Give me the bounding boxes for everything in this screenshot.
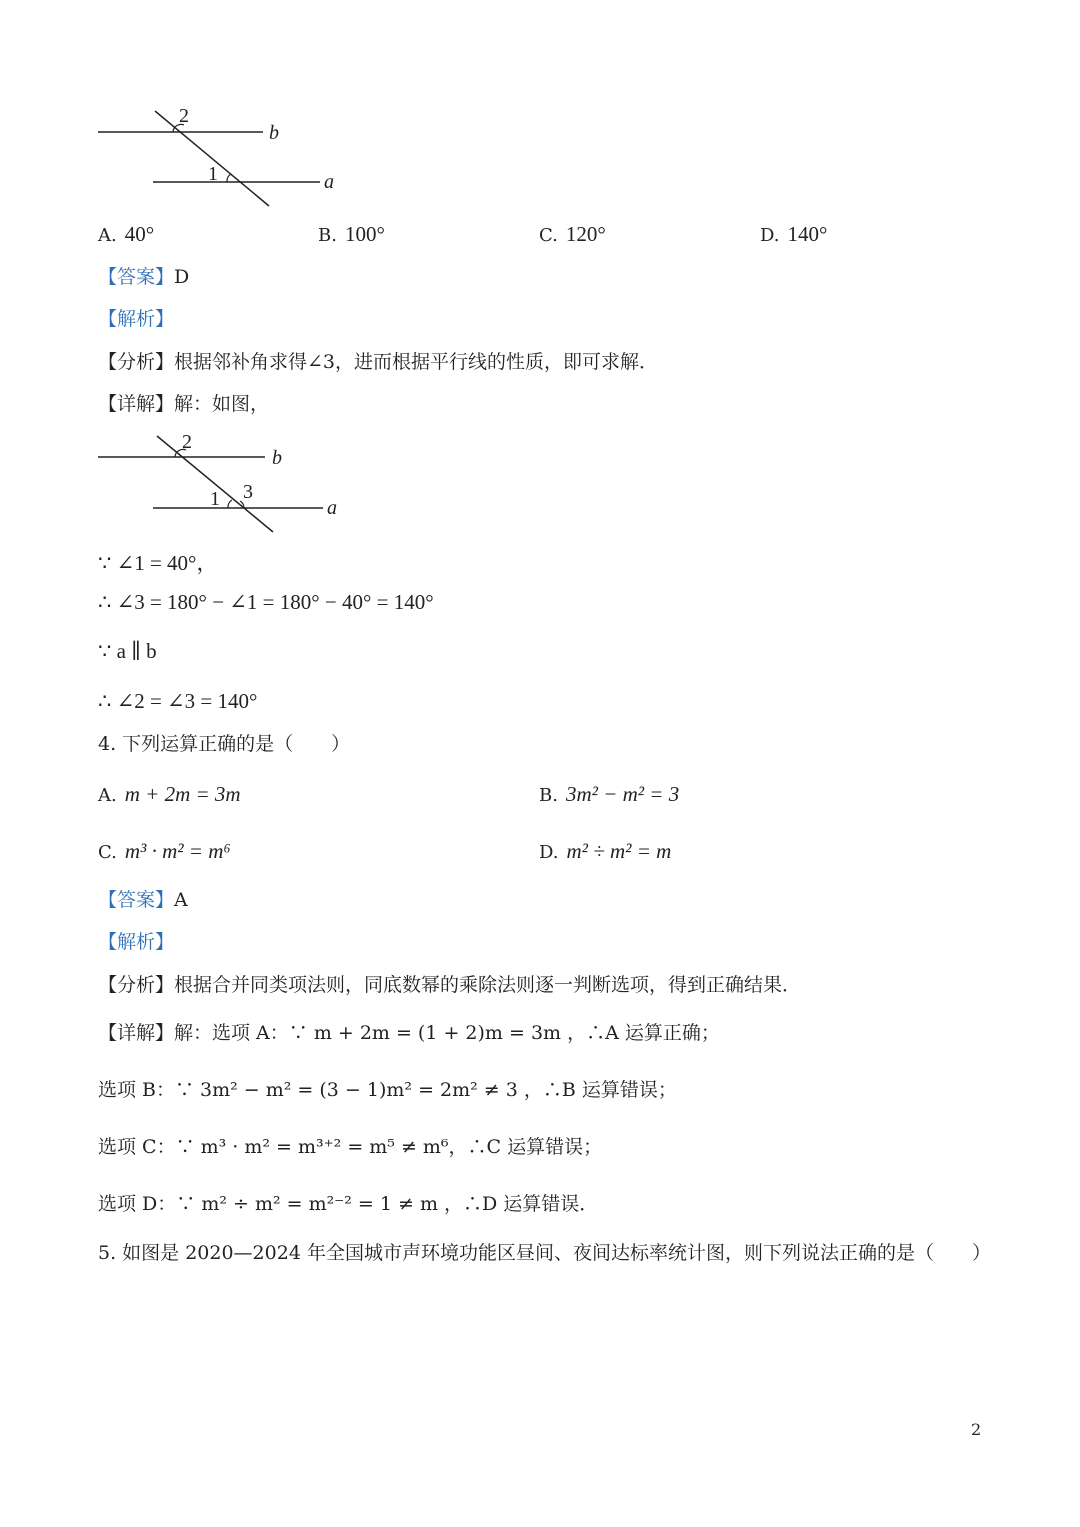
option-label: D.: [760, 225, 780, 246]
q3-answer: [98, 265, 189, 289]
q3-analysis-tag: 【解析】: [98, 308, 175, 330]
option-label: B.: [318, 225, 337, 246]
q4-stem: 4. 下列运算正确的是（ ）: [98, 733, 351, 755]
fenxi-tag: 【分析】: [98, 974, 175, 996]
line-a-label: a: [327, 497, 337, 519]
q3-option-b: [318, 222, 385, 248]
answer-value: A: [174, 889, 188, 911]
option-value: 140°: [787, 222, 828, 246]
answer-value: D: [174, 266, 190, 288]
option-value: m² ÷ m² = m: [566, 839, 672, 863]
q3-detail: [98, 392, 269, 416]
page-number: 2: [971, 1420, 982, 1439]
q3-fenxi: [98, 350, 658, 374]
q4-detail-line-4: 选项 D：∵ m² ÷ m² = m²⁻² = 1 ≠ m ，∴D 运算错误．: [98, 1193, 599, 1215]
q3-step-4: ∴ ∠2 = ∠3 = 140°: [98, 689, 258, 713]
option-value: 100°: [344, 222, 385, 246]
detail-tag: 【详解】: [98, 1022, 175, 1044]
option-value: 120°: [565, 222, 606, 246]
q4-option-a: [98, 782, 241, 808]
option-value: 40°: [124, 222, 155, 246]
q3-step-1: ∵ ∠1 = 40°，: [98, 551, 218, 575]
option-label: A.: [98, 785, 117, 806]
q3-step-2: ∴ ∠3 = 180° − ∠1 = 180° − 40° = 140°: [98, 590, 434, 614]
fenxi-text: 根据邻补角求得∠3，进而根据平行线的性质，即可求解．: [174, 351, 659, 373]
option-value: m + 2m = 3m: [124, 782, 241, 806]
fenxi-text: 根据合并同类项法则，同底数幂的乘除法则逐一判断选项，得到正确结果．: [174, 974, 802, 996]
angle3-label: 3: [243, 481, 253, 503]
answer-tag: 【答案】: [98, 266, 175, 288]
q3-option-d: [760, 222, 827, 248]
detail-tag: 【详解】: [98, 393, 175, 415]
option-value: 3m² − m² = 3: [565, 782, 680, 806]
detail-text: 解：如图，: [174, 393, 270, 415]
option-label: B.: [539, 785, 558, 806]
q3-option-c: [539, 222, 606, 248]
q4-option-d: [539, 839, 671, 865]
q5-stem: 5. 如图是 2020—2024 年全国城市声环境功能区昼间、夜间达标率统计图，则下列说法正确的是（ ）: [98, 1242, 991, 1264]
fenxi-tag: 【分析】: [98, 351, 175, 373]
line-b-label: b: [269, 122, 279, 144]
angle1-label: 1: [208, 163, 218, 185]
option-value: m³ · m² = m⁶: [124, 839, 231, 863]
angle2-label: 2: [179, 105, 189, 127]
q4-analysis-tag: 【解析】: [98, 931, 175, 953]
q3-step-3: ∵ a ∥ b: [98, 639, 157, 663]
q4-fenxi: [98, 973, 801, 997]
figure-parallel-lines-1: [95, 100, 355, 215]
q4-option-b: [539, 782, 679, 808]
angle1-label: 1: [210, 488, 220, 510]
q4-detail-line-2: 选项 B：∵ 3m² − m² = (3 − 1)m² = 2m² ≠ 3 ，∴B 运算错误；: [98, 1079, 677, 1101]
option-label: C.: [98, 842, 117, 863]
detail-text: 解：选项 A：∵ m + 2m = (1 + 2)m = 3m ，∴A 运算正确；: [174, 1022, 720, 1044]
line-a-label: a: [324, 171, 334, 193]
q4-detail-line-1: [98, 1021, 720, 1045]
line-b-label: b: [272, 447, 282, 469]
answer-tag: 【答案】: [98, 889, 175, 911]
q3-option-a: [98, 222, 154, 248]
q4-option-c: [98, 839, 231, 865]
option-label: D.: [539, 842, 559, 863]
figure-parallel-lines-2: [95, 425, 355, 540]
q4-detail-line-3: 选项 C：∵ m³ · m² = m³⁺² = m⁵ ≠ m⁶，∴C 运算错误；: [98, 1136, 603, 1158]
option-label: A.: [98, 225, 117, 246]
q4-answer: [98, 888, 188, 912]
option-label: C.: [539, 225, 558, 246]
angle2-label: 2: [182, 431, 192, 453]
